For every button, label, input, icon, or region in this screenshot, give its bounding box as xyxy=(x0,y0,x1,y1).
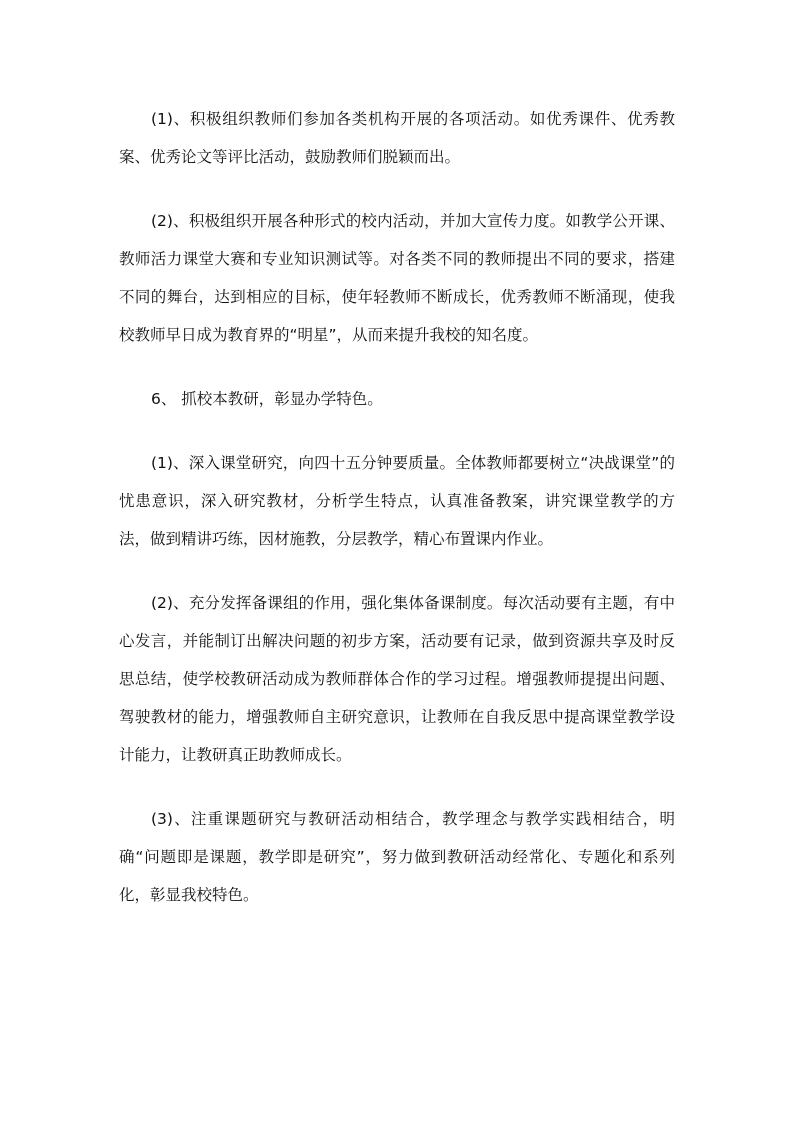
paragraph-3: (1)、深入课堂研究，向四十五分钟要质量。全体教师都要树立“决战课堂”的忧患意识，深入研究教材，分析学生特点，认真准备教案，讲究课堂教学的方法，做到精讲巧练，因材施教，分层教学，精心布置课内作业。 xyxy=(119,454,675,548)
section-heading-6: 6、 抓校本教研，彰显办学特色。 xyxy=(151,390,383,408)
paragraph-5: (3)、注重课题研究与教研活动相结合，教学理念与教学实践相结合，明确“问题即是课题，教学即是研究”，努力做到教研活动经常化、专题化和系列化，彰显我校特色。 xyxy=(119,810,675,904)
document-body xyxy=(119,100,675,940)
paragraph-2: (2)、积极组织开展各种形式的校内活动，并加大宣传力度。如教学公开课、教师活力课堂大赛和专业知识测试等。对各类不同的教师提出不同的要求，搭建不同的舞台，达到相应的目标，使年轻教师不断成长，优秀教师不断涌现，使我校教师早日成为教育界的“明星”，从而来提升我校的知名度。 xyxy=(119,212,675,344)
paragraph-1: (1)、积极组织教师们参加各类机构开展的各项活动。如优秀课件、优秀教案、优秀论文等评比活动，鼓励教师们脱颖而出。 xyxy=(119,110,675,166)
paragraph-4: (2)、充分发挥备课组的作用，强化集体备课制度。每次活动要有主题，有中心发言，并能制订出解决问题的初步方案，活动要有记录，做到资源共享及时反思总结，使学校教研活动成为教师群体合作的学习过程。增强教师提提出问题、驾驶教材的能力，增强教师自主研究意识，让教师在自我反思中提高课堂教学设计能力，让教研真正助教师成长。 xyxy=(119,594,675,764)
